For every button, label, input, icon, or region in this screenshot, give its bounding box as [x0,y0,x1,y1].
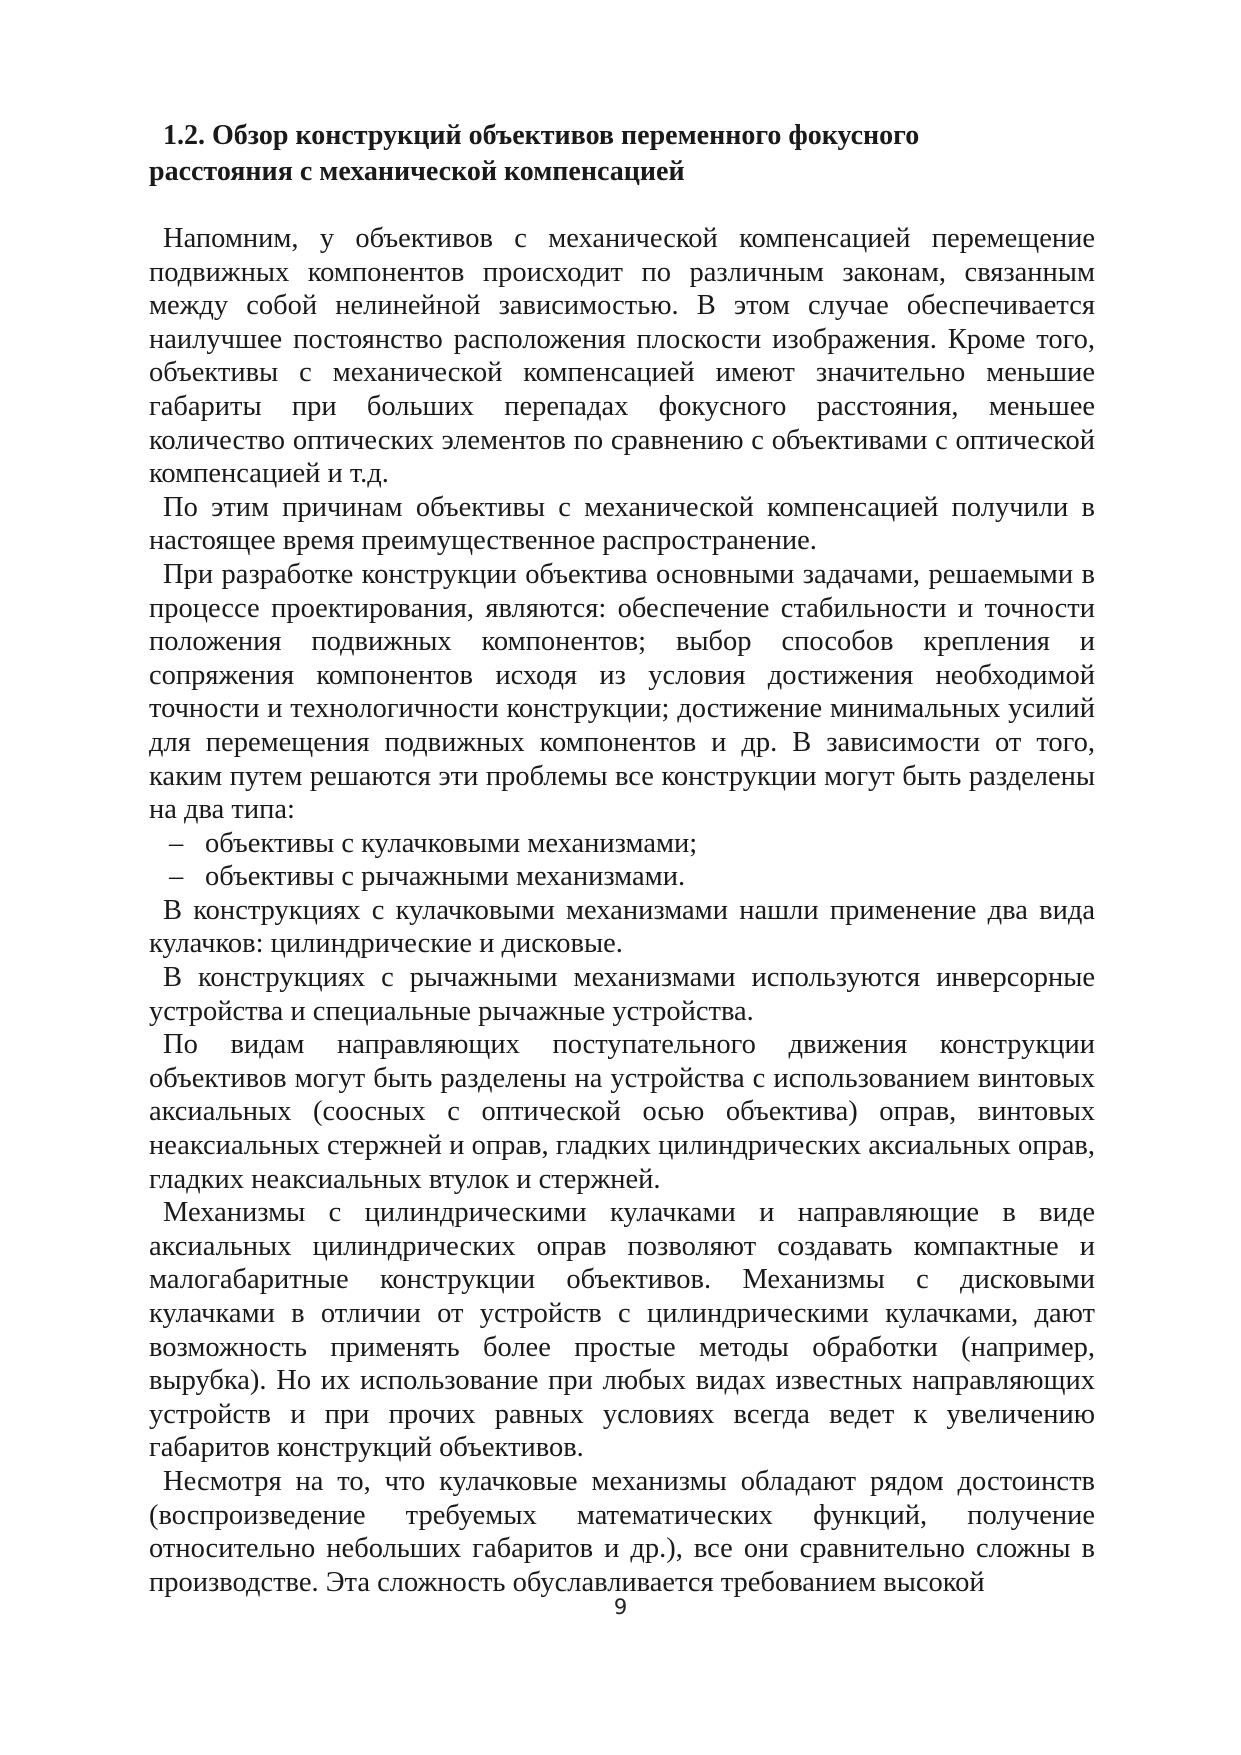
paragraph-4: В конструкциях с кулачковыми механизмами нашли применение два вида кулачков: цилиндрические и дисковые. [149,894,1095,960]
section-heading-line-1: 1.2. Обзор конструкций объективов переменного фокусного [163,120,920,151]
list-item [149,827,1095,861]
paragraph-8: Несмотря на то, что кулачковые механизмы обладают рядом достоинств (воспроизведение требуемых математических функций, получение относительно небольших габаритов и др.), все они сравнительно сложны в производстве. Эта сложность обуславливается требованием высокой [149,1465,1095,1598]
paragraph-7: Механизмы с цилиндрическими кулачками и направляющие в виде аксиальных цилиндрических оправ позволяют создавать компактные и малогабаритные конструкции объективов. Механизмы с дисковыми кулачками в отличии от устройств с цилиндрическими кулачками, дают возможность применять более простые методы обработки (например, вырубка). Но их использование при любых видах известных направляющих устройств и при прочих равных условиях всегда ведет к увеличению габаритов конструкций объективов. [149,1197,1095,1464]
list-item-text: объективы с рычажными механизмами. [205,861,686,893]
document-page [149,118,1095,1599]
paragraph-5: В конструкциях с рычажными механизмами используются инверсорные устройства и специальные рычажные устройства. [149,962,1095,1027]
page-number: 9 [613,1595,628,1619]
construction-types-list [149,827,1095,894]
paragraph-3: При разработке конструкции объектива основными задачами, решаемыми в процессе проектирования, являются: обеспечение стабильности и точности положения подвижных компонентов; выбор способов крепления и сопряжения компонентов исходя из условия достижения необходимой точности и технологичности конструкции; достижение минимальных усилий для перемещения подвижных компонентов и др. В зависимости от того, каким путем решаются эти проблемы все конструкции могут быть разделены на два типа: [149,558,1095,826]
section-heading-line-2: расстояния с механической компенсацией [149,156,685,187]
section-heading [149,118,1095,190]
list-dash-marker: – [169,861,184,893]
list-item-text: объективы с кулачковыми механизмами; [205,827,698,859]
paragraph-2: По этим причинам объективы с механической компенсацией получили в настоящее время преимущественное распространение. [149,491,1095,557]
list-dash-marker: – [169,827,184,859]
paragraph-1: Напомним, у объективов с механической компенсацией перемещение подвижных компонентов происходит по различным законам, связанным между собой нелинейной зависимостью. В этом случае обеспечивается наилучшее постоянство расположения плоскости изображения. Кроме того, объективы с механической компенсацией имеют значительно меньшие габариты при больших перепадах фокусного расстояния, меньшее количество оптических элементов по сравнению с объективами с оптической компенсацией и т.д. [149,223,1095,490]
list-item [149,860,1095,894]
paragraph-6: По видам направляющих поступательного движения конструкции объективов могут быть разделены на устройства с использованием винтовых аксиальных (соосных с оптической осью объектива) оправ, винтовых неаксиальных стержней и оправ, гладких цилиндрических аксиальных оправ, гладких неаксиальных втулок и стержней. [149,1029,1095,1195]
